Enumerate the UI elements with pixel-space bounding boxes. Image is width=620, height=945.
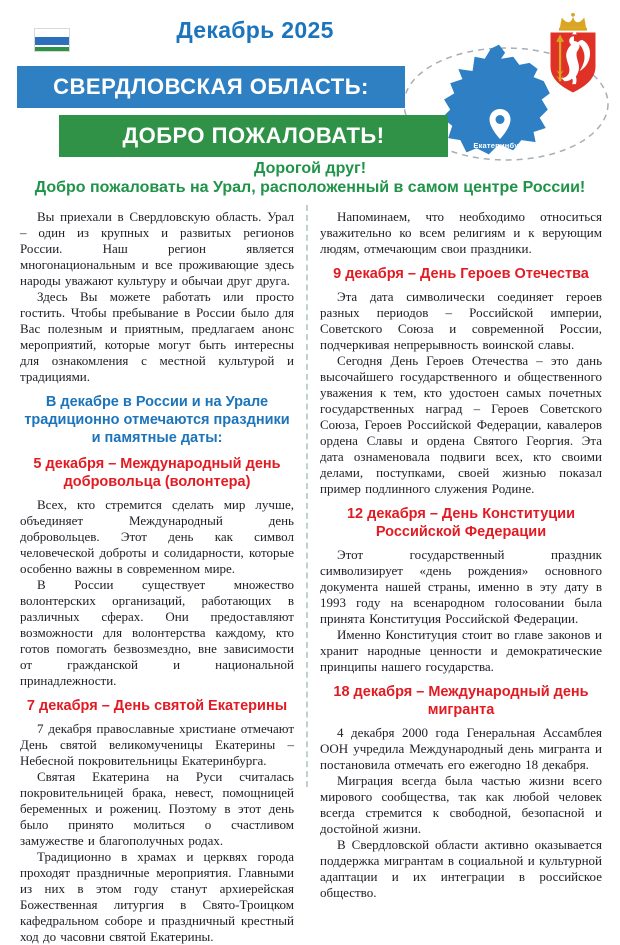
crown-icon [559,13,587,31]
paragraph-religions: Напоминаем, что необходимо относиться уважительно ко всем религиям и к верующим людям, отмечающим свои праздники. [320,209,602,256]
map-city-label: Екатеринбург [473,141,527,150]
paragraph-migrants-1: 4 декабря 2000 года Генеральная Ассамблея ООН учредила Международный день мигранта и постановила отмечать его ежегодно 18 декабря. [320,725,602,772]
paragraph-migrants-3: В Свердловской области активно оказывается поддержка мигрантам в социальной и культурной адаптации и их интеграции в российское общество. [320,837,602,900]
paragraph-catherine-1: 7 декабря православные христиане отмечают День святой великомученицы Екатерины – Небесной покровительницы Екатеринбурга. [20,721,294,768]
paragraph-volunteers-2: В России существует множество волонтерских организаций, работающих в различных сферах. Они предоставляют возможности для волонтерства каждому, кто готов помогать безвозмездно, вне зависимости от гражданской и национальной принадлежности. [20,577,294,688]
paragraph-migrants-2: Миграция всегда была частью жизни всего мирового сообщества, так как любой человек всегда стремится к свободной, безопасной и достойной жизни. [320,773,602,836]
month-title: Декабрь 2025 [176,17,334,43]
page-header [0,0,620,205]
paragraph-constitution-1: Этот государственный праздник символизирует «день рождения» основного документа нашей страны, именно в эту дату в 1993 году на всенародном голосовании была принята Конституция Российской Федерации. [320,547,602,626]
greeting-block [0,159,620,197]
welcome-banner: ДОБРО ПОЖАЛОВАТЬ! [59,115,448,157]
location-pin-icon [488,108,512,140]
greeting-line1: Дорогой друг! [253,160,367,177]
paragraph-catherine-2: Святая Екатерина на Руси считалась покровительницей брака, невест, помощницей беременных и рожениц. Поэтому в этот день было принято молиться о счастливом замужестве и благополучных родах. [20,769,294,848]
paragraph-stay: Здесь Вы можете работать или просто гостить. Чтобы пребывание в России было для Вас полезным и приятным, предлагаем анонс мероприятий, которые могут быть интересны для ознакомления с местной культурой и традициями. [20,289,294,384]
event-heading-dec12: 12 декабря – День Конституции Российской Федерации [346,506,576,540]
section-heading-december: В декабре в России и на Урале традиционно отмечаются праздники и памятные даты: [24,394,290,446]
event-heading-dec9: 9 декабря – День Героев Отечества [333,266,589,282]
sverdlovsk-flag-icon [34,28,70,52]
coat-of-arms-icon [543,7,603,103]
left-column [0,205,304,945]
event-heading-dec18: 18 декабря – Международный день мигранта [333,684,589,718]
paragraph-constitution-2: Именно Конституция стоит во главе законов и хранит народные ценности и демократические принципы нашего государства. [320,627,602,674]
column-divider [306,205,308,787]
paragraph-catherine-3: Традиционно в храмах и церквях города проходят праздничные мероприятия. Главными из них в этом году станут архиерейская Божественная литургия в Свято-Троицком кафедральном соборе и праздничный крестный ход до часовни святой Екатерины. [20,849,294,944]
paragraph-arrival: Вы приехали в Свердловскую область. Урал – один из крупных и развитых регионов России. Наш регион является многонациональным и все проживающие здесь народы уважают культуру и обычаи друг друга. [20,209,294,288]
event-heading-dec5: 5 декабря – Международный день добровольца (волонтера) [33,456,281,490]
region-banner: СВЕРДЛОВСКАЯ ОБЛАСТЬ: [17,66,405,108]
paragraph-heroes-2: Сегодня День Героев Отечества – это дань высочайшего государственного и общественного уважения к тем, кто удостоен самых почетных государственных наград – Героев Советского Союза, Героев Российской Федерации, кавалеров ордена Славы и ордена Святого Георгия. Эта дата ознаменовала подвиги всех, кто своими делами, поступками, своей жизнью показал пример подлинного служения Родине. [320,353,602,496]
greeting-line2: Добро пожаловать на Урал, расположенный в самом центре России! [34,179,586,196]
paragraph-heroes-1: Эта дата символически соединяет героев разных периодов – Российской империи, Советского Союза и современной России, подчеркивая непрерывность воинской славы. [320,289,602,352]
paragraph-volunteers-1: Всех, кто стремится сделать мир лучше, объединяет Международный день добровольцев. Этот день как символ человеческой доброты и солидарности, которые особенно важны в современном мире. [20,497,294,576]
event-heading-dec7: 7 декабря – День святой Екатерины [26,698,288,714]
content-columns [0,205,620,945]
right-column [304,205,620,945]
